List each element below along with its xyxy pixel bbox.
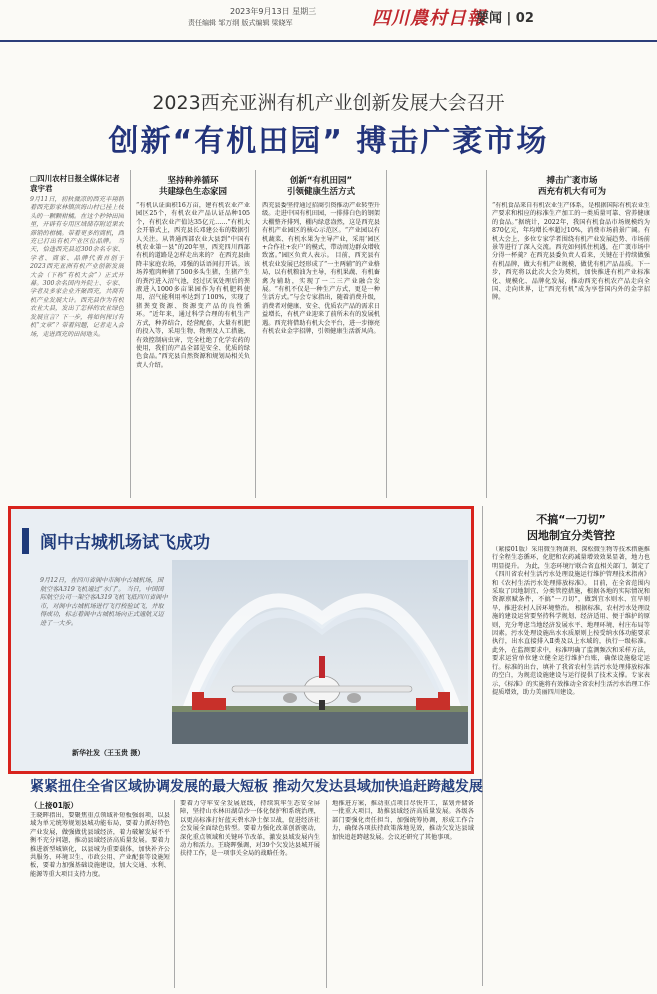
photo-text: 9月12日，在四川省阆中市阆中古城机场，国航空客A319飞机通过“水门”。 当日，中国国际航空公司一架空客A319飞机飞抵四川省阆中市，对阆中古城机场进行飞行校验试飞，并取得成功，标志着阆中古城机场向正式通航又迈进了一大步。 bbox=[40, 577, 168, 627]
column3-heading-line2: 西充有机大有可为 bbox=[537, 187, 606, 197]
bottom-headline: 紧紧扭住全省区域协调发展的最大短板 推动欠发达县域加快追赶跨越发展 bbox=[30, 779, 483, 795]
column3-heading-line1: 搏击广袤市场 bbox=[546, 176, 598, 186]
column2-continuation bbox=[392, 180, 480, 498]
column-divider bbox=[326, 800, 327, 988]
column3-text: “有机食品来自有机农业生产体系，是根据国际有机农业生产要求和相应的标准生产加工的一类质量可靠、营养健康的食品。”据统计，2022年，我国有机食品市场规模约为870亿元，年均增长率超过10%，消费市场前景广阔。有机大会上，多位专家学者围绕有机产业发展趋势、市场前景等进行了深入交流。西充如何抓住机遇，在广袤市场中分得一杯羹？在西充县委负责人看来，关键在于持续做强有机品牌，做大有机产业规模，做优有机产品品质。下一步，西充将以此次大会为契机，加快推进有机产业标准化、规模化、品牌化发展，推动西充有机农产品走向全国、走向世界，让“西充有机”成为享誉国内外的金字招牌。 bbox=[492, 202, 650, 302]
column-divider bbox=[486, 170, 487, 498]
lead-byline: □四川农村日报全媒体记者 袁宇君 bbox=[30, 174, 120, 193]
right-heading-line1: 不搞“一刀切” bbox=[536, 513, 606, 526]
column1-text: “有机认证面积16万亩，建有机农业产业园区25个，有机农业产品认证品种105个，有机农业产值达35亿元……”有机大会开幕式上，西充县长邓建公布的数据引人关注。从普通西部农业大县到“中国有机农业第一县”的20年里，西充四川西部有机的道路是怎样走出来的？ 在西充县曲降丰家庭农场，邓强的话语间打开话。该场养殖肉种猪了500多头生猪，生猪产生的粪污进入沼气池，经过厌氧处理后的粪液进入1000多亩果园作为有机肥料使用，沼气能利用率达到了100%，实现了猪粪变资源、资源变产品的良性循环。“近年来，通过科学合理的有机生产方式，种养结合，经营配套，大量有机肥的投入等，采用生物、物理及人工措施，有效控制病虫害，完全杜绝了化学农药的使用，我们的产品全部是安全、优质的绿色食品。”西充县自然资源和规划局相关负责人介绍。 bbox=[136, 202, 250, 369]
right-heading-line2: 因地制宜分类管控 bbox=[527, 529, 615, 542]
column3-heading bbox=[492, 176, 652, 198]
column2-heading-line2: 引领健康生活方式 bbox=[286, 187, 355, 197]
bottom-text-col3: 地推进方案，推动重点项目尽快开工，谋划并储备一批重大项目，助推县域经济高质量发展。各级各部门要强化责任担当，加强统筹协调，形成工作合力，确保各项扶持政策落地见效，推动欠发达县域加快追赶跨越发展。会议还研究了其他事项。 bbox=[332, 800, 474, 841]
column1-heading bbox=[136, 176, 250, 198]
bottom-text-col2: 要着力守牢安全发展底线，持续筑牢生态安全屏障，坚持山水林田湖草沙一体化保护和系统治理，以更高标准打好蓝天碧水净土保卫战，促进经济社会发展全面绿色转型。要着力强化改革创新驱动，深化重点领域和关键环节改革，激发县域发展内生动力和活力。王晓晖强调，对39个欠发达县城开展扶持工作，是一项事关全局的战略任务。 bbox=[180, 800, 320, 858]
masthead bbox=[0, 0, 657, 44]
column-divider bbox=[386, 170, 387, 498]
column-divider bbox=[130, 170, 131, 498]
newspaper-logo: 四川農村日報 bbox=[372, 8, 486, 29]
section-label: 要闻 | 02 bbox=[476, 11, 534, 26]
column-divider bbox=[482, 506, 483, 986]
column-divider bbox=[255, 170, 256, 498]
right-column-text: （紧接01版）采用微生物菌剂、深松微生物等技术措施推行全程生态循环，化肥和农药减量增效效果显著，地力也明显提升。 为此，生态环境厅联合省直相关部门，制定了《四川省农村生活污水处理设施运行维护管理技术指南》和《农村生活污水处理排放标准》。 目前，在全省范围内采取了因地制宜、分类管控措施，根据各地的实际情况和资源禀赋条件，不搞“一刀切”，做到宜水则水、宜旱则旱，推进农村人居环境整治。 根据标准，农村污水处理设施的建设运营要坚持科学规划、经济适用、便于维护的原则，充分考虑当地经济发展水平、地理环境、村庄布局等因素。污水处理设施出水水质原则上按受纳水体功能要求执行，出水直接排入Ⅱ类及以上水域的，执行一级标准。 此外，在监测要求中，标准明确了监测频次和采样方法，要求运营单位建立健全运行维护台账，确保设施稳定运行。标准的出台，填补了我省农村生活污水处理排放标准的空白，为规范设施建设与运行提供了技术支撑。专家表示，《标准》的实施将有效推动全省农村生活污水治理工作提质增效，助力美丽四川建设。 bbox=[492, 546, 650, 696]
column1-heading-line1: 坚持种养循环 bbox=[167, 176, 219, 186]
photo-title: 阆中古城机场试飞成功 bbox=[40, 533, 210, 553]
column-divider bbox=[174, 800, 175, 988]
airplane-water-salute-photo bbox=[172, 560, 468, 744]
lead-text: 9月11日，初秋微凉的西充丰翔朝着西充彭家林镇滨海山村已挂上枝头的一颗颗柑橘。在这个秒钟田园里，开辟有专用区域储存附近果农滞销的柑橘。带着更多的商机，西充已打出有机产业区位品牌。 当天，恰逢西充县近300余名专家、学者、商家、品牌代表首创于2023西充亚洲有机产业创新发展大会（下称“有机大会”）正式开幕。300余名国内外院士、专家、学者及多家企业齐聚西充，共商有机产业发展大计。西充县作为有机农业大县，发出了怎样的农业绿色发展宣言？下一步，将如何探讨有机“文章”？带着问题，记者走入会场，走进西充的田间地头。 bbox=[30, 196, 124, 338]
column1-heading-line2: 共建绿色生态家园 bbox=[158, 187, 227, 197]
bottom-text-col1: 王晓晖指出，要聚焦重点领域补短板强弱项，以县域为单元统筹规划县城功能布局，要着力抓好特色产业发展，做强做优县域经济，着力破解发展不平衡不充分问题，推动县域经济高质量发展。要着力推进新型城镇化，以县城为重要载体，加快补齐公共服务、环境卫生、市政公用、产业配套等设施短板，要着力加强基础设施建设，加大交通、水利、能源等重大项目支持力度。 bbox=[30, 812, 170, 878]
headline-kicker: 2023西充亚洲有机产业创新发展大会召开 bbox=[152, 92, 505, 114]
bottom-byline: （上接01版） bbox=[30, 801, 78, 810]
column2-text: 西充县委坚持通过招商引资推动产业转型升级。走进中国有机田园，一排排白色的钢架大棚整齐排列，棚内绿意盎然，这是西充县有机产业园区的核心示范区。“产业园以有机蔬菜、有机水果为主导产业，采用‘园区+合作社+农户’的模式，带动周边群众增收致富。”园区负责人表示。 目前，西充县有机农业发展已经形成了“一主两辅”的产业格局，以有机粮油为主导，有机果蔬、有机畜禽为辅助，实现了一二三产业融合发展。“有机不仅是一种生产方式，更是一种生活方式。”与会专家指出，随着消费升级，消费者对健康、安全、优质农产品的需求日益增长，有机产业迎来了前所未有的发展机遇。西充将借助有机大会平台，进一步擦亮有机农业金字招牌，引领健康生活新风尚。 bbox=[262, 202, 380, 336]
editors-line: 责任编辑 邹万纲 版式编辑 梁晓军 bbox=[188, 19, 293, 27]
column2-heading-line1: 创新“有机田园” bbox=[289, 176, 353, 186]
column2-heading bbox=[262, 176, 380, 198]
runway bbox=[172, 710, 468, 744]
photo-caption: 新华社发（王玉贵 摄） bbox=[72, 749, 145, 757]
headline-main: 创新“有机田园” 搏击广袤市场 bbox=[108, 124, 549, 159]
masthead-rule bbox=[0, 40, 657, 42]
photo-title-bar bbox=[22, 528, 29, 554]
issue-date: 2023年9月13日 星期三 bbox=[230, 7, 317, 16]
